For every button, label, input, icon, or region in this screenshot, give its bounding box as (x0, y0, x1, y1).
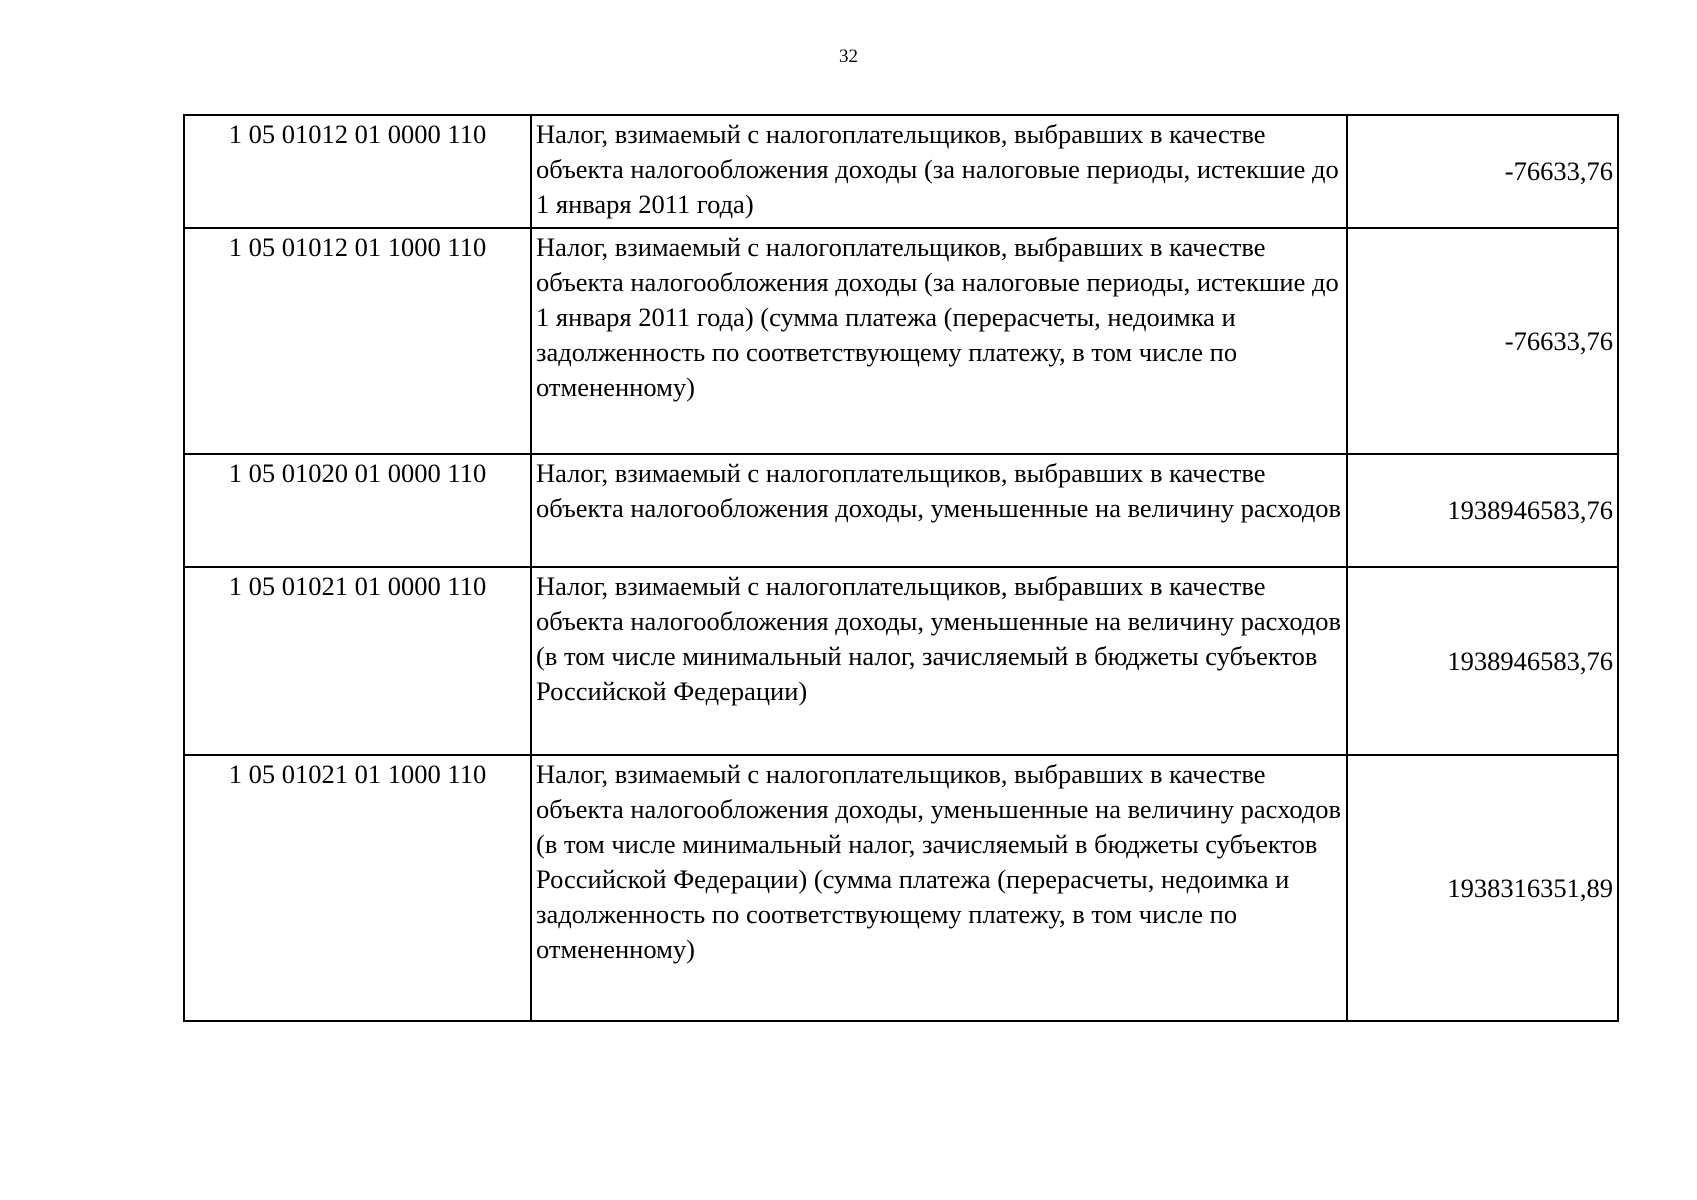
table-row (184, 755, 1618, 1021)
table-row (184, 115, 1618, 228)
amount-value: 1938946583,76 (1347, 567, 1618, 755)
table-row (184, 228, 1618, 454)
table-row (184, 454, 1618, 567)
budget-classification-code: 1 05 01012 01 1000 110 (184, 228, 531, 454)
amount-value: -76633,76 (1347, 115, 1618, 228)
amount-value: 1938946583,76 (1347, 454, 1618, 567)
budget-classification-code: 1 05 01021 01 0000 110 (184, 567, 531, 755)
amount-value: -76633,76 (1347, 228, 1618, 454)
revenue-description: Налог, взимаемый с налогоплательщиков, выбравших в качестве объекта налогообложения доходы, уменьшенные на величину расходов (531, 454, 1347, 567)
amount-value: 1938316351,89 (1347, 755, 1618, 1021)
budget-classification-code: 1 05 01021 01 1000 110 (184, 755, 531, 1021)
revenue-description: Налог, взимаемый с налогоплательщиков, выбравших в качестве объекта налогообложения доходы, уменьшенные на величину расходов (в том числе минимальный налог, зачисляемый в бюджеты субъектов Российской Федерации) (сумма платежа (перерасчеты, недоимка и задолженность по соответствующему платежу, в том числе по отмененному) (531, 755, 1347, 1021)
page-number: 32 (839, 46, 858, 67)
budget-classification-code: 1 05 01020 01 0000 110 (184, 454, 531, 567)
revenue-description: Налог, взимаемый с налогоплательщиков, выбравших в качестве объекта налогообложения доходы (за налоговые периоды, истекшие до 1 января 2011 года) (531, 115, 1347, 228)
revenue-description: Налог, взимаемый с налогоплательщиков, выбравших в качестве объекта налогообложения доходы (за налоговые периоды, истекшие до 1 января 2011 года) (сумма платежа (перерасчеты, недоимка и задолженность по соответствующему платежу, в том числе по отмененному) (531, 228, 1347, 454)
budget-revenue-table (183, 114, 1619, 1022)
budget-classification-code: 1 05 01012 01 0000 110 (184, 115, 531, 228)
table-row (184, 567, 1618, 755)
revenue-description: Налог, взимаемый с налогоплательщиков, выбравших в качестве объекта налогообложения доходы, уменьшенные на величину расходов (в том числе минимальный налог, зачисляемый в бюджеты субъектов Российской Федерации) (531, 567, 1347, 755)
